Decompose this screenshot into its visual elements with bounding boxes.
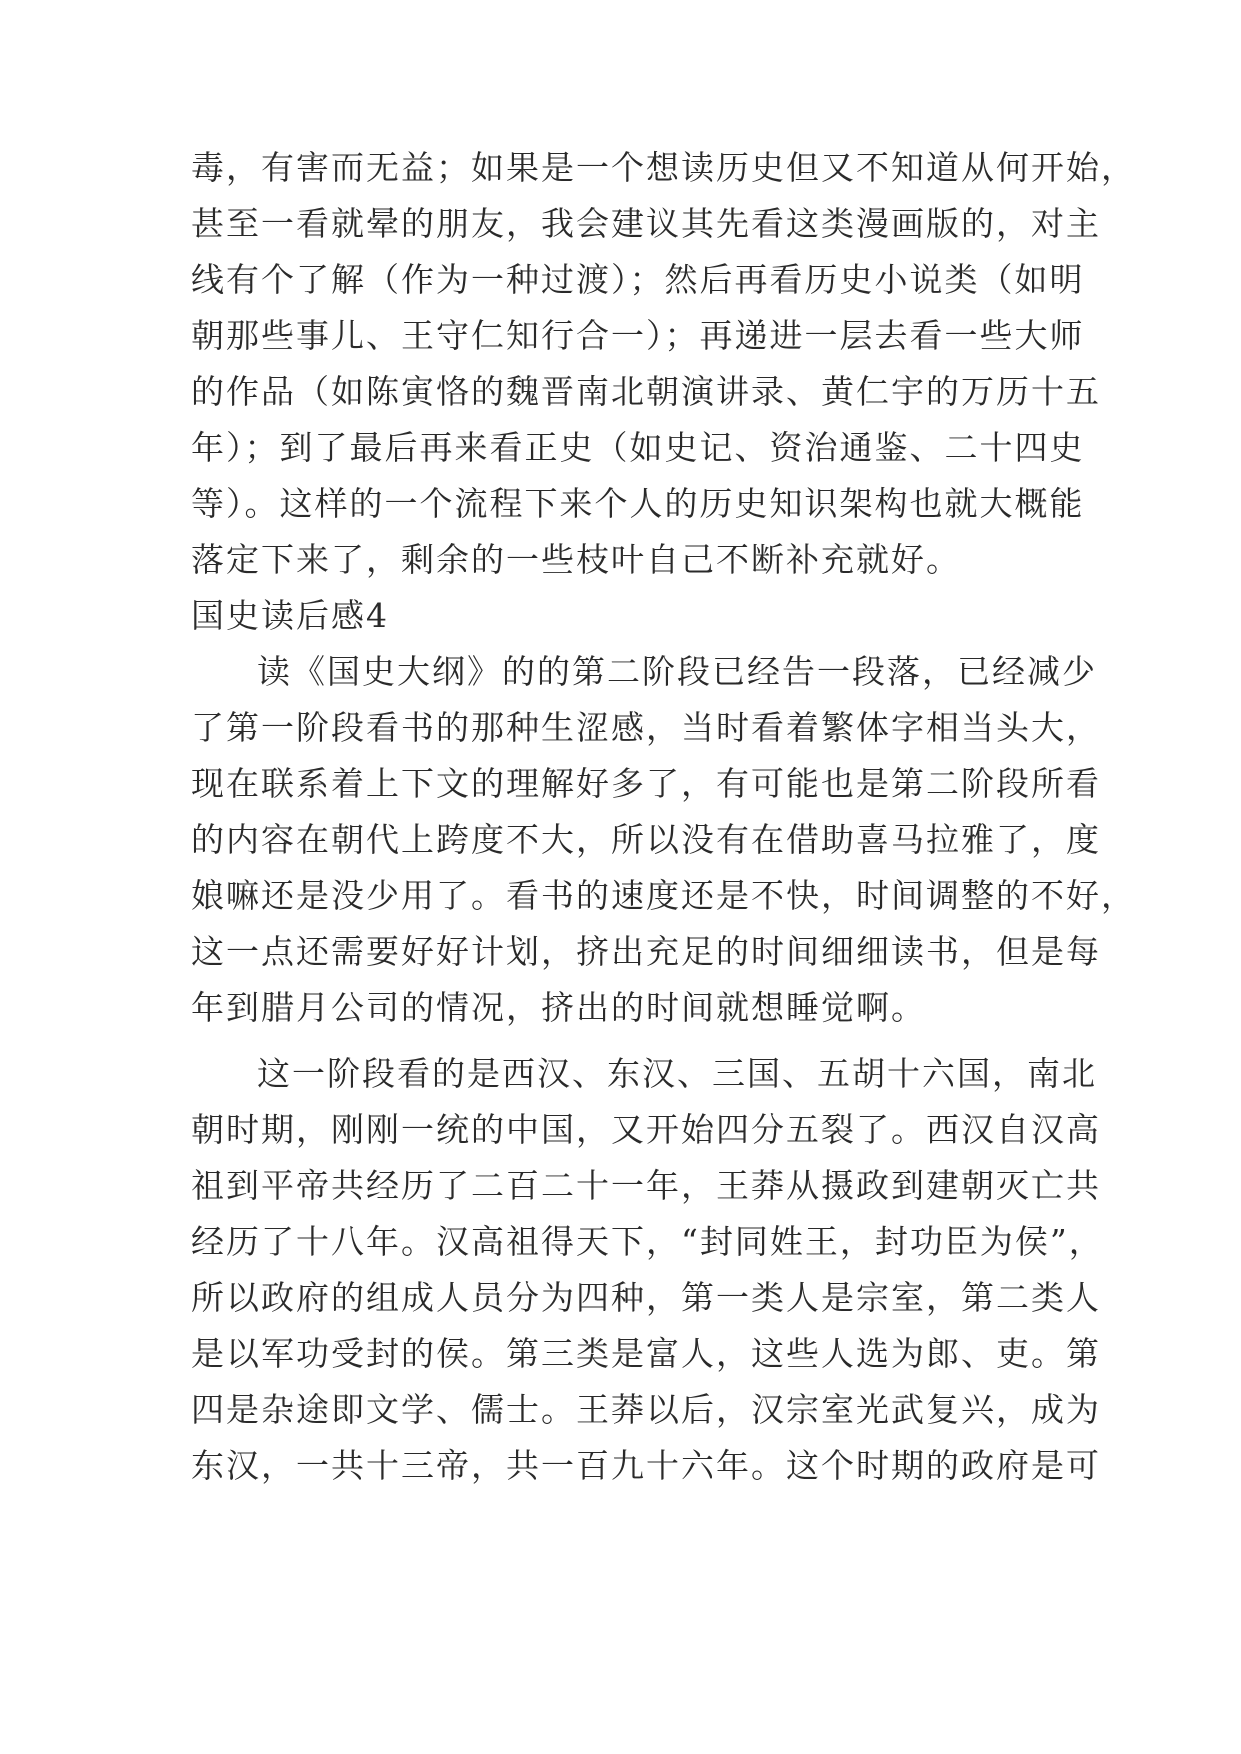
document-page (191, 140, 1136, 1494)
paragraph-gap (191, 1036, 1061, 1046)
text-line: 这一点还需要好好计划，挤出充足的时间细细读书，但是每 (191, 932, 1101, 971)
text-line: 娘嘛还是没少用了。看书的速度还是不快，时间调整的不好， (191, 876, 1136, 915)
text-line: 朝时期，刚刚一统的中国，又开始四分五裂了。西汉自汉高 (191, 1110, 1101, 1149)
text-line: 经历了十八年。汉高祖得天下，“封同姓王，封功臣为侯”， (191, 1222, 1104, 1261)
text-line: 了第一阶段看书的那种生涩感，当时看着繁体字相当头大， (191, 708, 1101, 747)
section-title: 国史读后感4 (191, 596, 389, 635)
text-line: 的内容在朝代上跨度不大，所以没有在借助喜马拉雅了，度 (191, 820, 1101, 859)
text-line: 是以军功受封的侯。第三类是富人，这些人选为郎、吏。第 (191, 1334, 1101, 1373)
text-line: 读《国史大纲》的的第二阶段已经告一段落，已经减少 (257, 652, 1097, 691)
text-line: 朝那些事儿、王守仁知行合一）；再递进一层去看一些大师 (191, 316, 1085, 355)
text-line: 这一阶段看的是西汉、东汉、三国、五胡十六国，南北 (257, 1054, 1097, 1093)
text-line: 年到腊月公司的情况，挤出的时间就想睡觉啊。 (191, 988, 926, 1027)
paragraph-1 (191, 644, 1136, 1036)
text-line: 落定下来了，剩余的一些枝叶自己不断补充就好。 (191, 540, 961, 579)
text-line: 毒，有害而无益；如果是一个想读历史但又不知道从何开始， (191, 148, 1136, 187)
paragraph-2 (191, 1046, 1104, 1494)
text-line: 所以政府的组成人员分为四种，第一类人是宗室，第二类人 (191, 1278, 1101, 1317)
text-line: 年）；到了最后再来看正史（如史记、资治通鉴、二十四史 (191, 428, 1085, 467)
text-line: 线有个了解（作为一种过渡）；然后再看历史小说类（如明 (191, 260, 1085, 299)
text-line: 四是杂途即文学、儒士。王莽以后，汉宗室光武复兴，成为 (191, 1390, 1101, 1429)
text-line: 的作品（如陈寅恪的魏晋南北朝演讲录、黄仁宇的万历十五 (191, 372, 1101, 411)
text-line: 等）。这样的一个流程下来个人的历史知识架构也就大概能 (191, 484, 1085, 523)
text-line: 甚至一看就晕的朋友，我会建议其先看这类漫画版的，对主 (191, 204, 1101, 243)
text-line: 祖到平帝共经历了二百二十一年，王莽从摄政到建朝灭亡共 (191, 1166, 1101, 1205)
text-line: 东汉，一共十三帝，共一百九十六年。这个时期的政府是可 (191, 1446, 1101, 1485)
text-line: 现在联系着上下文的理解好多了，有可能也是第二阶段所看 (191, 764, 1101, 803)
continuation-paragraph (191, 140, 1136, 588)
